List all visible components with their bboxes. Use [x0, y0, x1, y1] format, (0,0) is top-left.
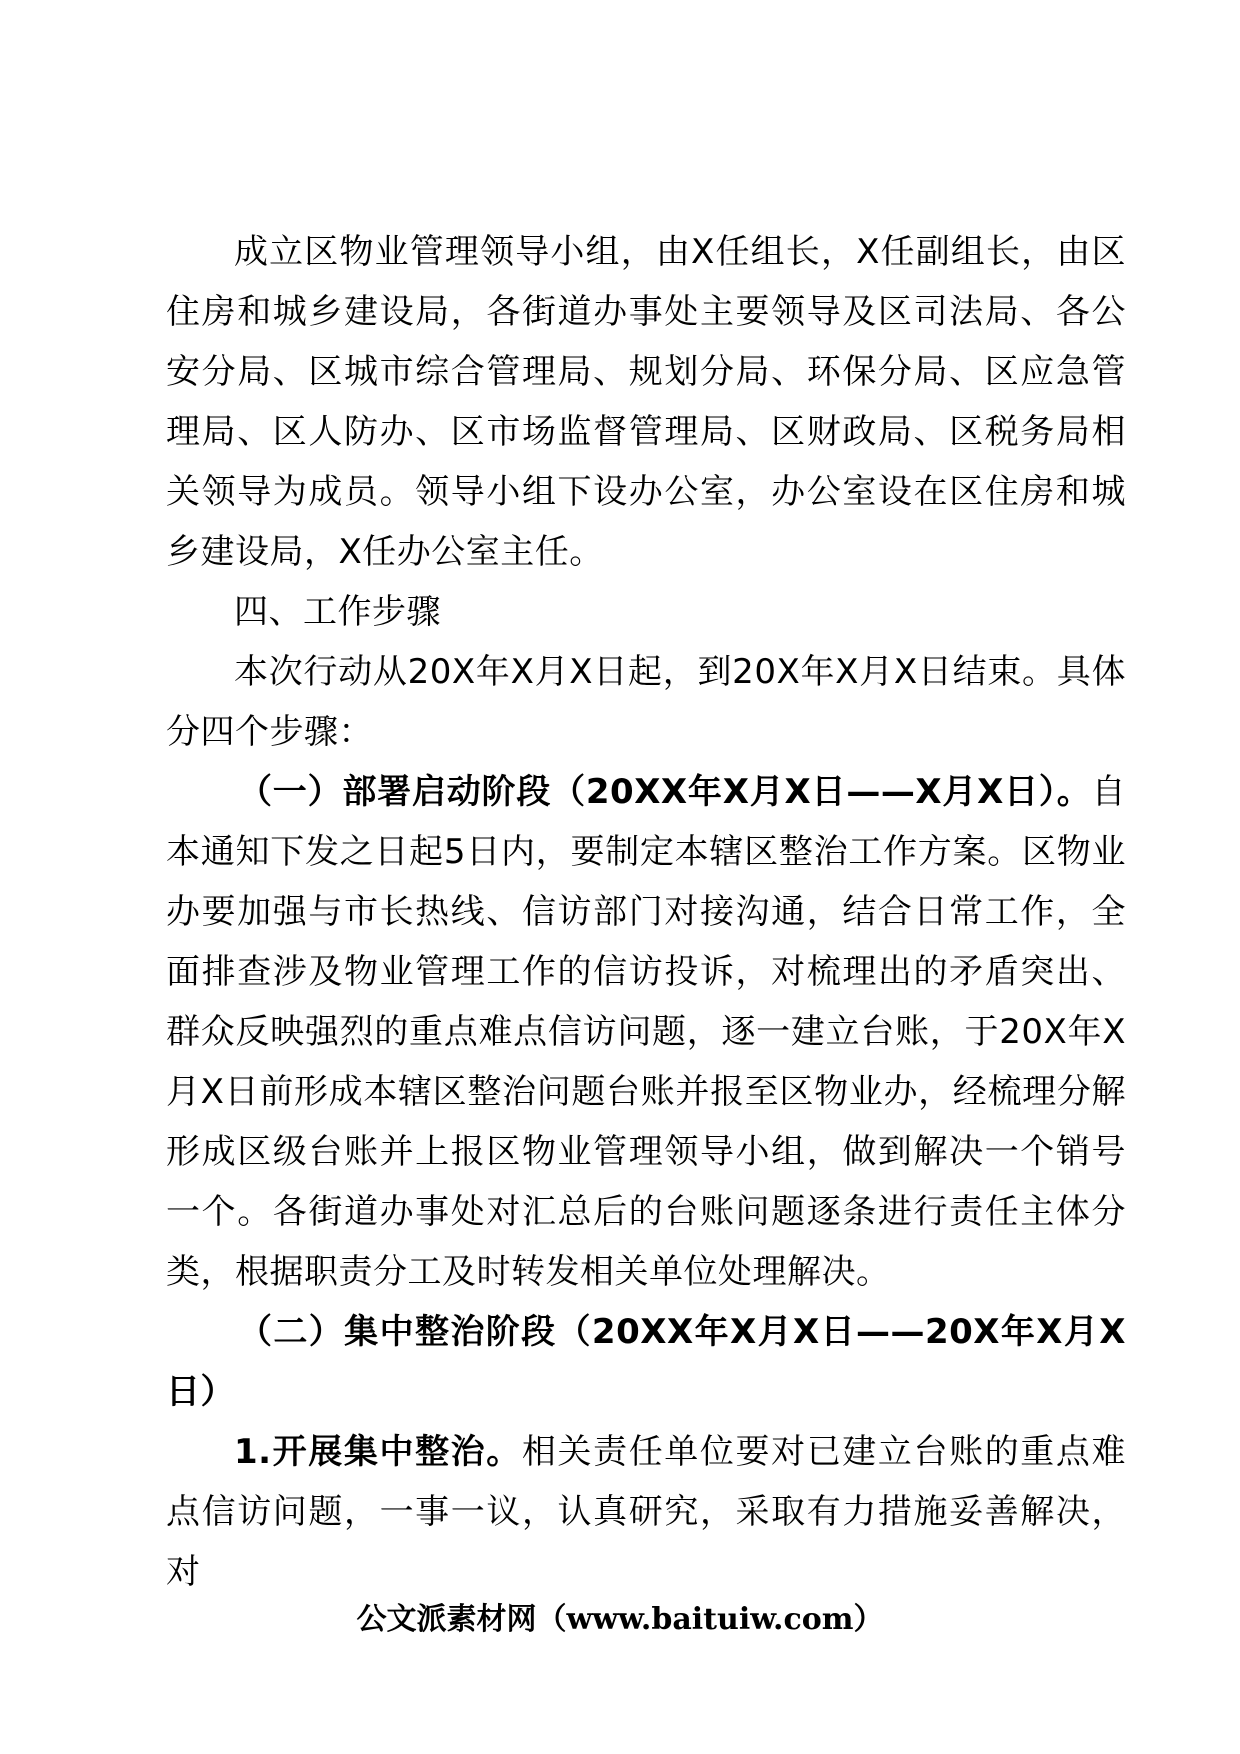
section-heading-work-steps [166, 582, 1126, 642]
section-heading-text: 四、工作步骤 [234, 592, 441, 632]
item-one-text: 相关责任单位要对已建立台账的重点难点信访问题，一事一议，认真研究，采取有力措施妥善解决，对 [166, 1432, 1127, 1592]
stage-two-heading: （二）集中整治阶段（20XX年X月X日——20X年X月X日） [166, 1312, 1126, 1412]
page-footer [0, 1600, 1240, 1640]
footer-site-name: 公文派素材网 [356, 1602, 537, 1637]
item-one-heading: 1.开展集中整治。 [234, 1432, 522, 1472]
paragraph-action-period [166, 642, 1126, 762]
paragraph-text: 本次行动从20X年X月X日起，到20X年X月X日结束。具体分四个步骤： [166, 652, 1126, 752]
footer-url: （www.baituiw.com） [536, 1602, 884, 1637]
document-body [166, 222, 1126, 1602]
paragraph-leadership-group [166, 222, 1126, 582]
paragraph-stage-one [166, 762, 1126, 1302]
paragraph-centralized-rectification [166, 1422, 1126, 1602]
paragraph-stage-two [166, 1302, 1126, 1422]
paragraph-text: 成立区物业管理领导小组，由X任组长，X任副组长，由区住房和城乡建设局，各街道办事处主要领导及区司法局、各公安分局、区城市综合管理局、规划分局、环保分局、区应急管理局、区人防办、区市场监督管理局、区财政局、区税务局相关领导为成员。领导小组下设办公室，办公室设在区住房和城乡建设局，X任办公室主任。 [166, 232, 1126, 572]
stage-one-heading: （一）部署启动阶段（20XX年X月X日——X月X日）。 [238, 772, 1092, 812]
stage-one-text: 自本通知下发之日起5日内，要制定本辖区整治工作方案。区物业办要加强与市长热线、信访部门对接沟通，结合日常工作，全面排查涉及物业管理工作的信访投诉，对梳理出的矛盾突出、群众反映强烈的重点难点信访问题，逐一建立台账，于20X年X月X日前形成本辖区整治问题台账并报至区物业办，经梳理分解形成区级台账并上报区物业管理领导小组，做到解决一个销号一个。各街道办事处对汇总后的台账问题逐条进行责任主体分类，根据职责分工及时转发相关单位处理解决。 [166, 772, 1126, 1292]
